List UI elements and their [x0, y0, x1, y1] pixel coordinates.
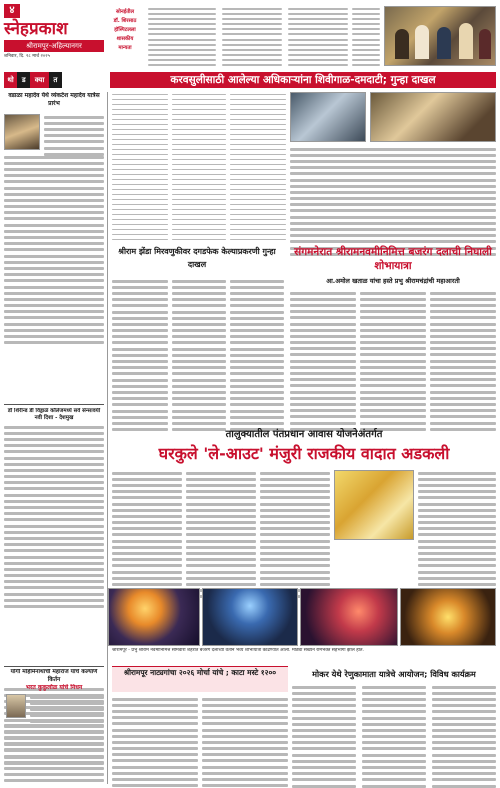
- left-story-3-headline: योगी महिमिनाथाची महाराज यांचे कल्याणे किर्तन: [10, 669, 98, 683]
- left-story-4-headline: भरत कुकुलोळ यांचे निधन: [25, 684, 83, 691]
- tab-char: त: [49, 72, 62, 88]
- obituary-photo: [6, 694, 26, 718]
- left-story-2-headline: डॉ शिरीन्ड डी विड्राळे कॉलेजमध्ये सर्व सेन्सावयी नवी दिशा - देशमुख: [7, 408, 101, 421]
- teaser-line: सोनईतील: [115, 9, 135, 15]
- tab-char: क्या: [30, 72, 48, 88]
- section-tab: [4, 72, 62, 88]
- left-story-1-photo: [4, 114, 40, 150]
- main-story-col-3: [230, 92, 286, 242]
- teaser-line: डॉ. शिरसाठ: [113, 18, 137, 24]
- top-text-col-4: [352, 6, 380, 68]
- date-line: शनिवार, दि. २८ मार्च २०२५: [4, 54, 51, 59]
- amol-subheadline: आ.अमोल खताळ यांचा हस्ते प्रभु श्रीरामचंद्रांची महाआरती: [326, 277, 460, 285]
- gharkul-subheadline: तालुक्यातील पंतप्रधान आवास योजनेअंतर्गत: [225, 429, 383, 440]
- tab-char: ड: [17, 72, 30, 88]
- page-title: स्नेहप्रकाश: [4, 19, 68, 39]
- issue-number: ४: [4, 4, 20, 18]
- teaser-line: शासकीय: [116, 36, 134, 42]
- mid-photo-1: [290, 92, 366, 142]
- gharkul-headline: घरकुले 'ले-आउट' मंजुरी राजकीय वादात अडकली: [158, 444, 450, 463]
- top-text-col-2: [222, 6, 282, 68]
- top-teaser-box: [106, 8, 144, 66]
- left-story-1-headline: वडाळा महादेव येथे व्यंकटेश महादेव यात्रेस प्रारंभ: [8, 92, 100, 107]
- teaser-line: मान्यता: [118, 45, 132, 51]
- main-story-col-2: [172, 92, 226, 242]
- mid-photo-2: [370, 92, 496, 142]
- festival-photo-1: [108, 588, 200, 646]
- top-text-col-3: [288, 6, 348, 68]
- top-text-col-1: [148, 6, 216, 68]
- festival-photo-3: [300, 588, 398, 646]
- tab-char: थो: [4, 72, 17, 88]
- teaser-line: हॉस्पिटलला: [114, 27, 136, 33]
- mokar-headline: मोकर येथे रेणुकामाता यात्रेचे आयोजन; विविध कार्यक्रम: [312, 669, 476, 679]
- masthead-subtitle: श्रीरामपूर-अहिल्यानगर: [4, 40, 104, 52]
- festival-photo-4: [400, 588, 496, 646]
- festival-photo-2: [202, 588, 298, 646]
- gharkul-photo: [334, 470, 414, 540]
- sangamner-headline: संगमनेरात श्रीरामनवमीनिमित्त बजरंग दलाची निघाली शोभायात्रा: [294, 246, 492, 272]
- ram-story-headline: श्रीराम झेंडा मिरवणुकीवर दगडफेक केल्याप्रकरणी गुन्हा दाखल: [118, 247, 276, 269]
- left-column: [4, 92, 104, 784]
- top-right-photo: [384, 6, 496, 66]
- main-story-col-1: [112, 92, 168, 242]
- shriram-headline: श्रीरामपूर नाट्यगांचा २०२६ मोर्चा यांचे ; काटा मस्टे १२००: [112, 666, 288, 692]
- festival-caption: श्रीरामपूर - प्रभु श्रीराम नवमीनिमित्त सोमवारी शहरात बजरंग दलाच्या वतीने भव्य शोभायात्रा काढण्यात आली. मोठ्या संख्येने रामभक्त सहभागी झाले होते.: [112, 648, 364, 653]
- masthead: [4, 4, 104, 60]
- top-banner: करवसुलीसाठी आलेल्या अधिकाऱ्यांना शिवीगाळ-दमदाटी; गुन्हा दाखल: [110, 72, 496, 88]
